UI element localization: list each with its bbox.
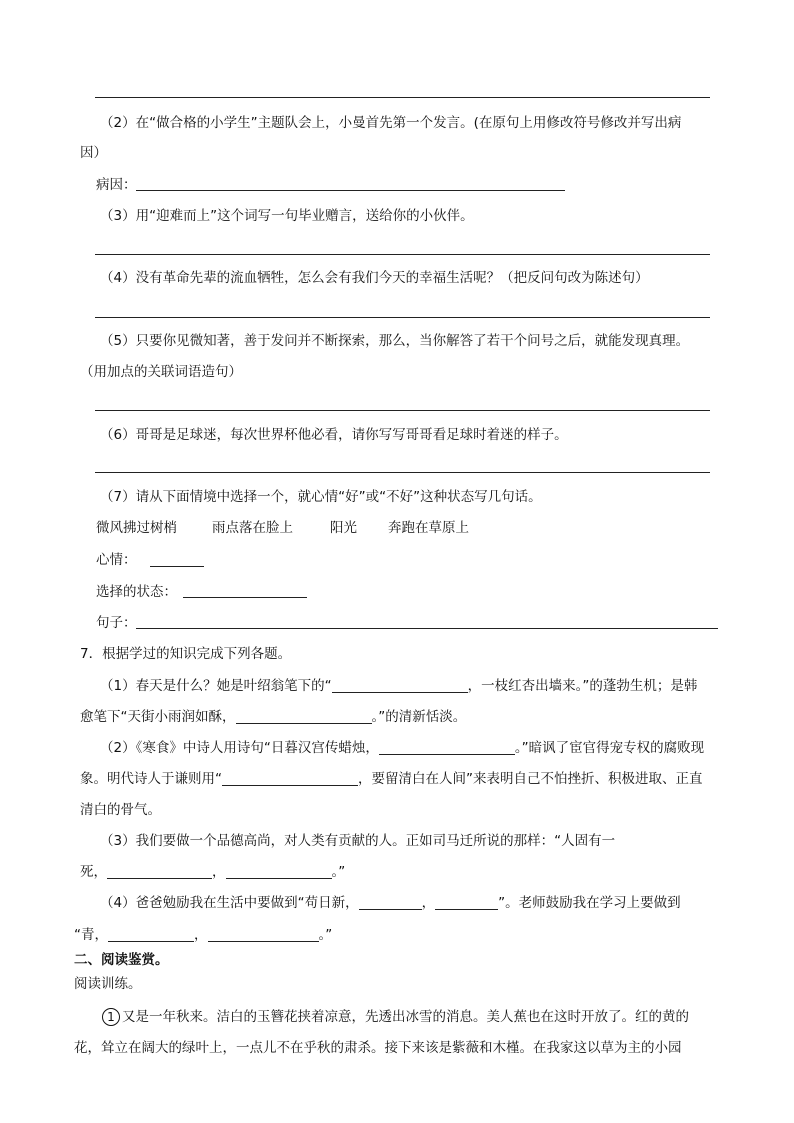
mood-label: 心情： <box>96 552 137 568</box>
s7-p4-line1: （4）爸爸勉励我在生活中要做到“苟日新， ， ”。老师鼓励我在学习上要做到 <box>100 895 681 911</box>
q6-text: （6）哥哥是足球迷，每次世界杯他必看，请你写写哥哥看足球时着迷的样子。 <box>100 427 568 443</box>
blank[interactable] <box>222 771 358 786</box>
blank[interactable] <box>208 927 319 942</box>
q3-text: （3）用“迎难而上”这个词写一句毕业赠言，送给你的小伙伴。 <box>100 208 474 224</box>
state-answer-line[interactable] <box>183 597 307 598</box>
option-running: 奔跑在草原上 <box>388 520 469 536</box>
blank[interactable] <box>359 895 422 910</box>
option-breeze: 微风拂过树梢 <box>96 520 177 536</box>
state-label: 选择的状态： <box>96 584 177 600</box>
q2-line1: （2）在“做合格的小学生”主题队会上，小曼首先第一个发言。(在原句上用修改符号修改并写出病 <box>100 115 682 131</box>
q2-line2: 因） <box>80 145 107 161</box>
option-rain: 雨点落在脸上 <box>212 520 293 536</box>
cause-label: 病因： <box>96 177 137 193</box>
s7-p2-line2: 象。明代诗人于谦则用“ ，要留清白在人间”来表明自己不怕挫折、积极进取、正直 <box>80 771 703 787</box>
blank[interactable] <box>435 895 498 910</box>
q4-text: （4）没有革命先辈的流血牺牲，怎么会有我们今天的幸福生活呢？（把反问句改为陈述句） <box>100 270 649 286</box>
q7-text: （7）请从下面情境中选择一个，就心情“好”或“不好”这种状态写几句话。 <box>100 489 542 505</box>
s7-p4-line2: “青， ， 。” <box>74 927 333 943</box>
blank[interactable] <box>236 709 372 724</box>
blank[interactable] <box>379 740 515 755</box>
answer-line[interactable] <box>95 410 710 411</box>
answer-line[interactable] <box>95 97 710 98</box>
q5-line1: （5）只要你见微知著，善于发问并不断探索，那么，当你解答了若干个问号之后，就能发现真理。 <box>100 333 690 349</box>
s7-p3-line2: 死， ， 。” <box>80 864 346 880</box>
sentence-answer-line[interactable] <box>136 628 718 629</box>
answer-line[interactable] <box>95 254 710 255</box>
s7-p1-line2: 愈笔下“天街小雨润如酥， 。”的清新恬淡。 <box>80 709 467 725</box>
blank[interactable] <box>332 678 468 693</box>
reading-para-line2: 花，耸立在阔大的绿叶上，一点儿不在乎秋的肃杀。接下来该是紫薇和木槿。在我家这以草为主的小园 <box>74 1040 682 1056</box>
sentence-label: 句子： <box>96 615 137 631</box>
paragraph-number-badge: 1 <box>102 1008 120 1026</box>
blank[interactable] <box>108 927 194 942</box>
cause-answer-line[interactable] <box>136 190 565 191</box>
section-heading: 二、阅读鉴赏。 <box>74 952 169 968</box>
question-7-title: 7．根据学过的知识完成下列各题。 <box>80 646 292 662</box>
answer-line[interactable] <box>95 472 710 473</box>
blank[interactable] <box>226 864 332 879</box>
s7-p2-line3: 清白的骨气。 <box>80 802 161 818</box>
answer-line[interactable] <box>95 317 710 318</box>
s7-p1-line1: （1）春天是什么？她是叶绍翁笔下的“ ，一枝红杏出墙来。”的蓬勃生机；是韩 <box>100 678 698 694</box>
q5-line2: （用加点的关联词语造句） <box>80 364 242 380</box>
mood-answer-line[interactable] <box>150 566 204 567</box>
section-subtitle: 阅读训练。 <box>74 976 142 992</box>
option-sunlight: 阳光 <box>330 520 357 536</box>
s7-p2-line1: （2）《寒食》中诗人用诗句“日暮汉宫传蜡烛， 。”暗讽了宦官得宠专权的腐败现 <box>100 740 705 756</box>
s7-p3-line1: （3）我们要做一个品德高尚，对人类有贡献的人。正如司马迁所说的那样：“人固有一 <box>100 833 616 849</box>
reading-para-line1: 1 又是一年秋来。洁白的玉簪花挟着凉意，先透出冰雪的消息。美人蕉也在这时开放了。红的黄的 <box>102 1007 689 1027</box>
blank[interactable] <box>107 864 212 879</box>
